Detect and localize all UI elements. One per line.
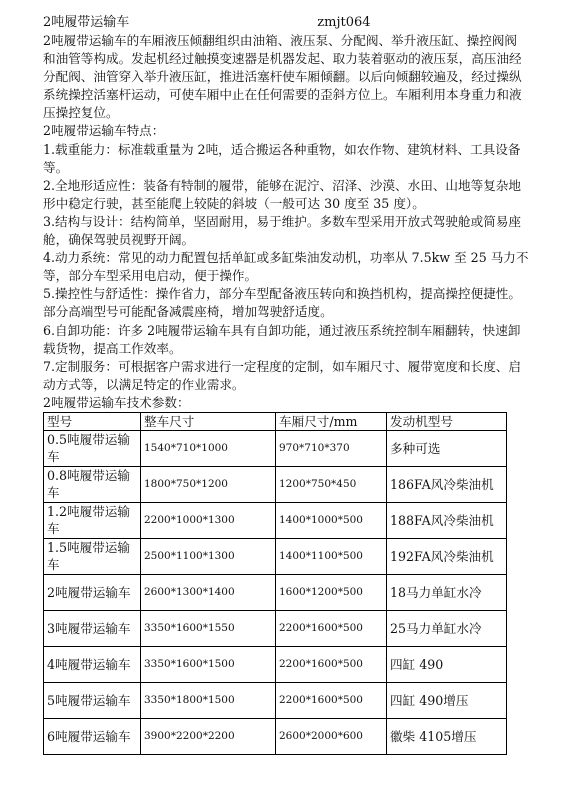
cell-engine: 188FA风冷柴油机 (387, 502, 507, 538)
table-row (44, 610, 507, 646)
doc-title: 2吨履带运输车 (43, 15, 130, 30)
table-row (44, 574, 507, 610)
features-heading: 2吨履带运输车特点： (43, 123, 165, 139)
table-row (44, 646, 507, 682)
cell-engine: 192FA风冷柴油机 (387, 538, 507, 574)
feature-item: 3.结构与设计：结构简单，坚固耐用，易于维护。多数车型采用开放式驾驶舱或简易座舱，确保驾驶员视野开阔。 (43, 213, 521, 248)
header-box-size: 车厢尺寸/mm (276, 412, 387, 430)
cell-vehicle-size: 1800*750*1200 (141, 466, 276, 502)
cell-engine: 多种可选 (387, 430, 507, 466)
cell-vehicle-size: 3350*1800*1500 (141, 682, 276, 718)
feature-item: 5.操控性与舒适性：操作省力，部分车型配备液压转向和换挡机构，提高操控便捷性。部分高端型号可能配备减震座椅，增加驾驶舒适度。 (43, 286, 521, 320)
cell-model: 0.8吨履带运输车 (44, 466, 141, 502)
features-list (43, 141, 529, 394)
feature-item: 4.动力系统：常见的动力配置包括单缸或多缸柴油发动机，功率从 7.5kw 至 25 马力不等，部分车型采用电启动，便于操作。 (43, 250, 529, 284)
header-engine: 发动机型号 (387, 412, 507, 430)
specs-table (43, 412, 507, 755)
cell-model: 3吨履带运输车 (44, 610, 141, 646)
cell-box-size: 2600*2000*600 (276, 718, 387, 754)
table-row (44, 538, 507, 574)
cell-vehicle-size: 3350*1600*1550 (141, 610, 276, 646)
cell-engine: 25马力单缸水冷 (387, 610, 507, 646)
cell-model: 6吨履带运输车 (44, 718, 141, 754)
cell-engine: 四缸 490增压 (387, 682, 507, 718)
cell-box-size: 970*710*370 (276, 430, 387, 466)
cell-vehicle-size: 3900*2200*2200 (141, 718, 276, 754)
cell-box-size: 1400*1000*500 (276, 502, 387, 538)
feature-item: 1.载重能力：标准载重量为 2吨，适合搬运各种重物，如农作物、建筑材料、工具设备等。 (43, 141, 521, 175)
intro-paragraph: 2吨履带运输车的车厢液压倾翻组织由油箱、液压泵、分配阀、举升液压缸、操控阀阀和油管等构成。发起机经过触摸变速器是机器发起、取力装着驱动的液压泵，高压油经分配阀、油管穿入举升液压缸，推进活塞杆使车厢倾翻。以后向倾翻较遍及，经过操纵系统操控活塞杆运动，可使车厢中止在任何需要的歪斜方位上。车厢利用本身重力和液压操控复位。 (43, 33, 522, 121)
cell-box-size: 1200*750*450 (276, 466, 387, 502)
header-model: 型号 (44, 412, 141, 430)
cell-engine: 18马力单缸水冷 (387, 574, 507, 610)
doc-code: zmjt064 (317, 15, 371, 30)
cell-engine: 四缸 490 (387, 646, 507, 682)
cell-box-size: 2200*1600*500 (276, 682, 387, 718)
feature-item: 6.自卸功能：许多 2吨履带运输车具有自卸功能，通过液压系统控制车厢翻转，快速卸载货物，提高工作效率。 (43, 322, 521, 356)
cell-vehicle-size: 3350*1600*1500 (141, 646, 276, 682)
cell-model: 1.2吨履带运输车 (44, 502, 141, 538)
cell-model: 1.5吨履带运输车 (44, 538, 141, 574)
cell-box-size: 1400*1100*500 (276, 538, 387, 574)
feature-item: 2.全地形适应性：装备有特制的履带，能够在泥泞、沼泽、沙漠、水田、山地等复杂地形中稳定行驶，甚至能爬上较陡的斜坡（一般可达 30 度至 35 度）。 (43, 177, 521, 211)
cell-model: 0.5吨履带运输车 (44, 430, 141, 466)
cell-model: 5吨履带运输车 (44, 682, 141, 718)
cell-box-size: 1600*1200*500 (276, 574, 387, 610)
table-row (44, 682, 507, 718)
header-vehicle-size: 整车尺寸 (141, 412, 276, 430)
cell-engine: 徽柴 4105增压 (387, 718, 507, 754)
cell-vehicle-size: 2200*1000*1300 (141, 502, 276, 538)
cell-box-size: 2200*1600*500 (276, 646, 387, 682)
table-row (44, 718, 507, 754)
cell-box-size: 2200*1600*500 (276, 610, 387, 646)
cell-model: 4吨履带运输车 (44, 646, 141, 682)
table-row (44, 466, 507, 502)
table-row (44, 502, 507, 538)
table-row (44, 430, 507, 466)
title-line (43, 14, 529, 32)
cell-model: 2吨履带运输车 (44, 574, 141, 610)
cell-vehicle-size: 2500*1100*1300 (141, 538, 276, 574)
cell-vehicle-size: 2600*1300*1400 (141, 574, 276, 610)
cell-vehicle-size: 1540*710*1000 (141, 430, 276, 466)
feature-item: 7.定制服务：可根据客户需求进行一定程度的定制，如车厢尺寸、履带宽度和长度、启动方式等，以满足特定的作业需求。 (43, 358, 521, 392)
cell-engine: 186FA风冷柴油机 (387, 466, 507, 502)
specs-heading: 2吨履带运输车技术参数： (43, 394, 190, 410)
table-header-row (44, 412, 507, 430)
